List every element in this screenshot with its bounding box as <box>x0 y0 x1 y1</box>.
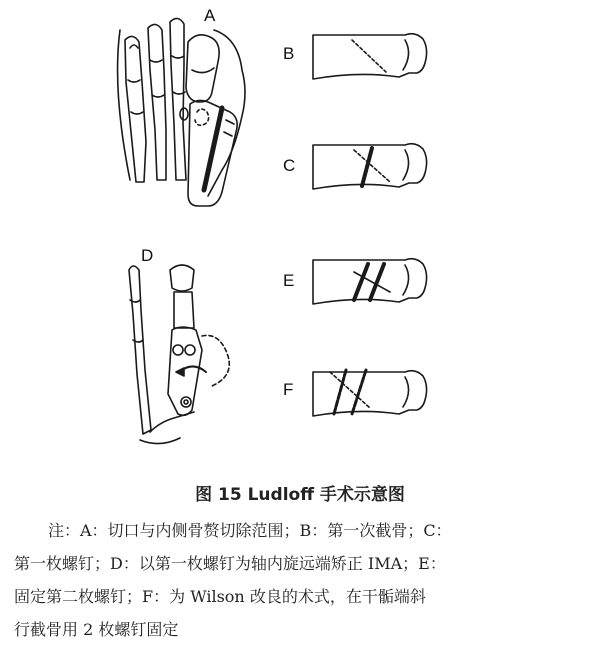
panel-d-foot-drawing <box>129 265 229 444</box>
panel-label-c: C <box>283 156 296 175</box>
caption-note-line-4: 行截骨用 2 枚螺钉固定 <box>14 620 179 639</box>
panel-label-a: A <box>204 6 216 25</box>
panel-label-d: D <box>141 246 154 265</box>
figure-caption-note <box>14 514 590 646</box>
panel-label-b: B <box>283 44 295 63</box>
panel-f-metatarsal <box>313 370 427 416</box>
caption-note-line-2: 第一枚螺钉；D：以第一枚螺钉为轴内旋远端矫正 IMA；E： <box>14 554 446 573</box>
panel-c-metatarsal <box>313 144 427 189</box>
figure-caption-title: 图 15 Ludloff 手术示意图 <box>195 485 405 505</box>
panel-b-metatarsal <box>313 34 427 79</box>
panel-label-e: E <box>283 271 295 290</box>
panel-label-f: F <box>283 380 294 399</box>
caption-note-line-3: 固定第二枚螺钉；F：为 Wilson 改良的术式，在干骺端斜 <box>14 587 426 606</box>
caption-note-line-1: 注：A：切口与内侧骨赘切除范围；B：第一次截骨；C： <box>48 521 452 540</box>
panel-a-foot-drawing <box>118 18 245 206</box>
panel-e-metatarsal <box>313 259 427 304</box>
